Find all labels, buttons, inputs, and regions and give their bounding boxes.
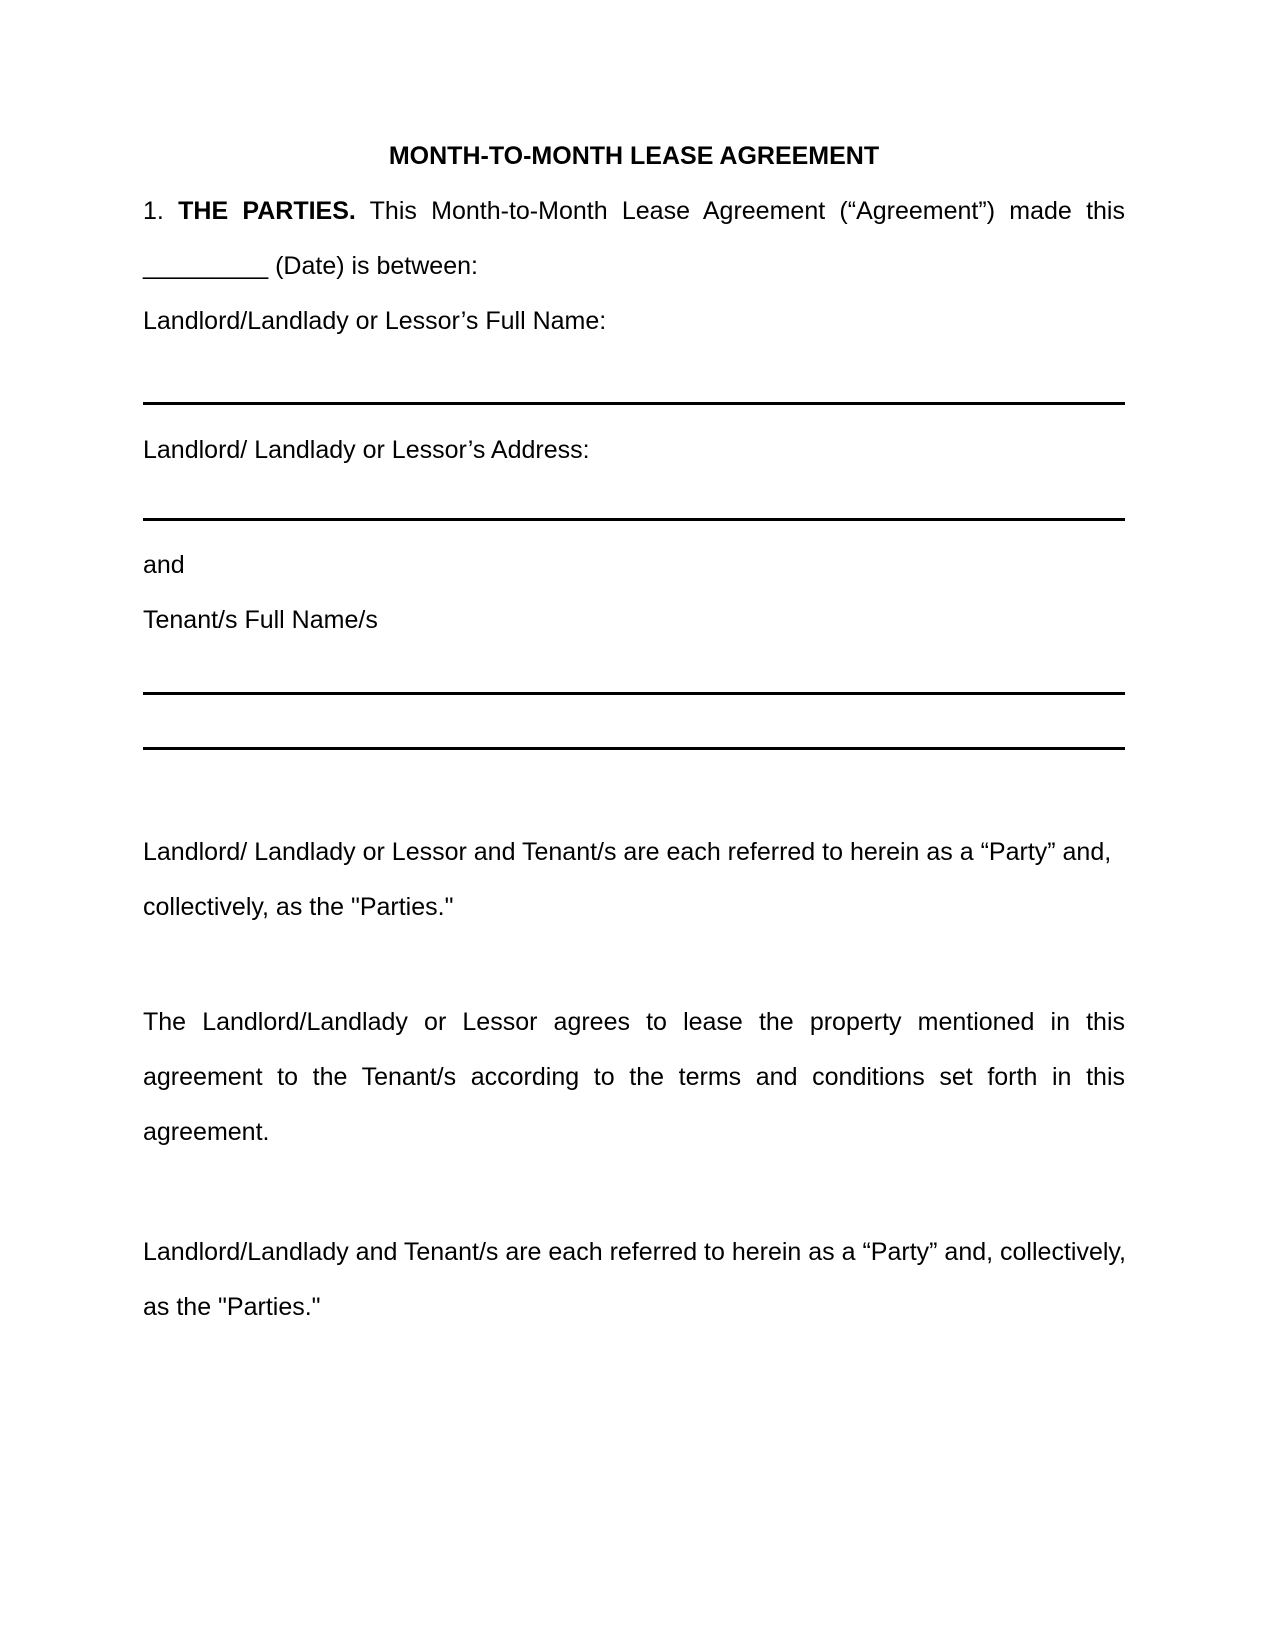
date-caption: (Date) is between: [275,252,478,280]
document-title: MONTH-TO-MONTH LEASE AGREEMENT [388,142,880,170]
parties-intro-line2 [143,239,1125,294]
tenant-name-blank-line-2 [143,695,1125,750]
landlord-name-blank-line [143,349,1125,405]
landlord-address-blank-line [143,478,1125,521]
referred-paragraph [143,1225,1125,1335]
referred-line1: Landlord/Landlady and Tenant/s are each referred to herein as a “Party” and, collectively, [143,1238,1126,1266]
parties-intro-line1 [143,184,1125,239]
parties-referred-paragraph [143,825,1125,935]
parties-intro-paragraph [143,184,1125,294]
lease-terms-paragraph [143,995,1125,1160]
lease-terms-line3: agreement. [143,1118,270,1146]
lease-terms-line2: agreement to the Tenant/s according to the terms and conditions set forth in this [143,1063,1125,1091]
landlord-name-label: Landlord/Landlady or Lessor’s Full Name: [143,307,607,335]
parties-referred-line2: collectively, as the "Parties." [143,893,454,921]
parties-intro-text: This Month-to-Month Lease Agreement (“Agreement”) made this [369,197,1125,225]
date-blank: _________ [143,252,269,280]
tenant-name-blank-line-1 [143,648,1125,695]
tenant-name-label: Tenant/s Full Name/s [143,606,378,634]
and-connector: and [143,551,185,579]
landlord-address-label: Landlord/ Landlady or Lessor’s Address: [143,436,590,464]
parties-referred-line1: Landlord/ Landlady or Lessor and Tenant/s are each referred to herein as a “Party” and, [143,838,1112,866]
lease-terms-line1: The Landlord/Landlady or Lessor agrees to lease the property mentioned in this [143,1008,1125,1036]
section-number: 1. [143,197,164,225]
section-heading: THE PARTIES. [178,197,356,225]
referred-line2: as the "Parties." [143,1293,321,1321]
